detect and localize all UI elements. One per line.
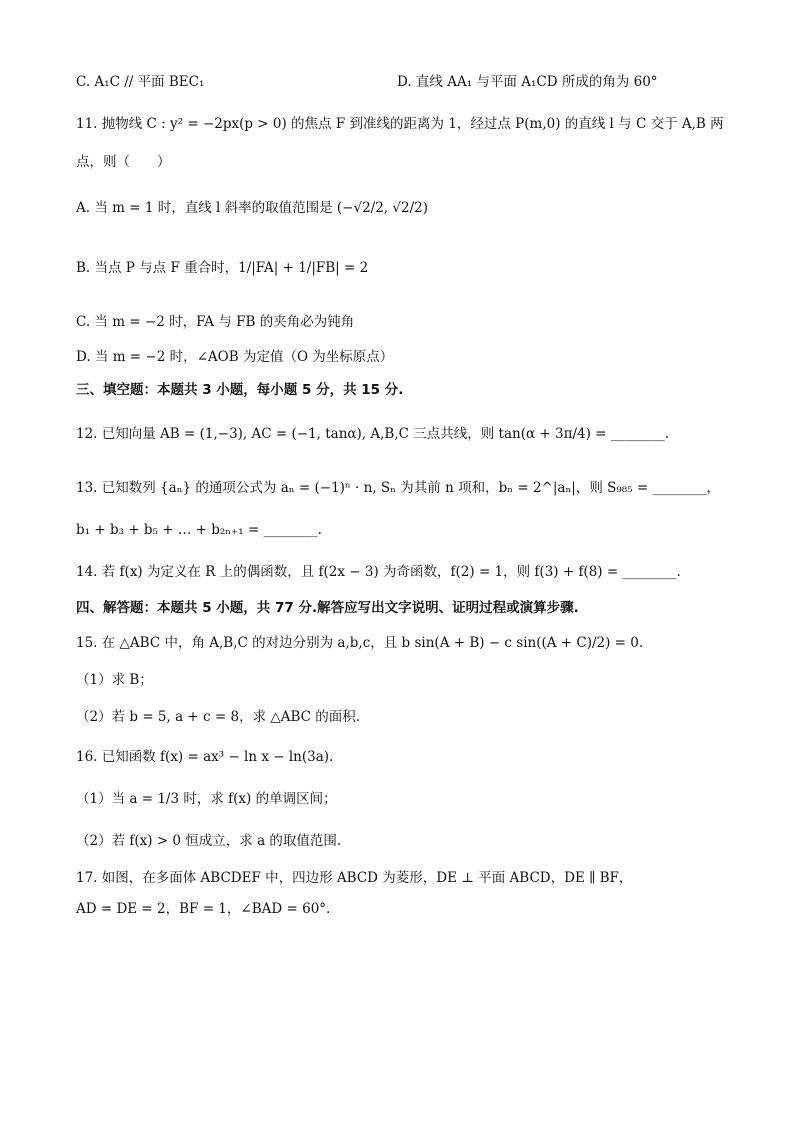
question-13-part-2: b₁ + b₃ + b₅ + … + b₂ₙ₊₁ = ________.	[76, 522, 322, 538]
section-4-heading: 四、解答题：本题共 5 小题，共 77 分.解答应写出文字说明、证明过程或演算步骤.	[76, 600, 579, 616]
question-15: 15. 在 △ABC 中，角 A,B,C 的对边分别为 a,b,c，且 b sin(A + B) − c sin((A + C)/2) = 0.	[76, 635, 644, 651]
question-13: 13. 已知数列 {aₙ} 的通项公式为 aₙ = (−1)ⁿ · n, Sₙ 为其前 n 项和，bₙ = 2^|aₙ|，则 S₉₈₅ = ________，	[76, 480, 720, 496]
question-10-option-c: C. A₁C // 平面 BEC₁	[76, 74, 205, 90]
question-11-option-c: C. 当 m = −2 时，FA 与 FB 的夹角必为钝角	[76, 314, 355, 330]
question-11-option-a: A. 当 m = 1 时，直线 l 斜率的取值范围是 (−√2/2, √2/2)	[76, 200, 428, 216]
question-14: 14. 若 f(x) 为定义在 R 上的偶函数，且 f(2x − 3) 为奇函数，f(2) = 1，则 f(3) + f(8) = ________.	[76, 564, 681, 580]
question-16-part-2: （2）若 f(x) > 0 恒成立，求 a 的取值范围.	[76, 833, 342, 849]
question-11-option-d: D. 当 m = −2 时，∠AOB 为定值（O 为坐标原点）	[76, 349, 394, 365]
question-11-option-b: B. 当点 P 与点 F 重合时，1/|FA| + 1/|FB| = 2	[76, 260, 369, 276]
question-17-conditions: AD = DE = 2，BF = 1，∠BAD = 60°.	[76, 901, 331, 917]
question-16-part-1: （1）当 a = 1/3 时，求 f(x) 的单调区间；	[76, 791, 337, 807]
question-15-part-1: （1）求 B；	[76, 672, 153, 688]
question-12: 12. 已知向量 AB = (1,−3), AC = (−1, tanα), A,B,C 三点共线，则 tan(α + 3π/4) = ________.	[76, 426, 670, 442]
question-11-stem: 11. 抛物线 C : y² = −2px(p > 0) 的焦点 F 到准线的距离为 1，经过点 P(m,0) 的直线 l 与 C 交于 A,B 两	[76, 116, 724, 132]
question-16: 16. 已知函数 f(x) = ax³ − ln x − ln(3a).	[76, 749, 334, 765]
question-15-part-2: （2）若 b = 5, a + c = 8，求 △ABC 的面积.	[76, 709, 361, 725]
question-11-stem-continued: 点，则（ ）	[76, 154, 171, 170]
question-17: 17. 如图，在多面体 ABCDEF 中，四边形 ABCD 为菱形，DE ⊥ 平面 ABCD，DE ∥ BF，	[76, 870, 633, 886]
section-3-heading: 三、填空题：本题共 3 小题，每小题 5 分，共 15 分.	[76, 382, 404, 398]
question-10-option-d: D. 直线 AA₁ 与平面 A₁CD 所成的角为 60°	[397, 74, 658, 90]
